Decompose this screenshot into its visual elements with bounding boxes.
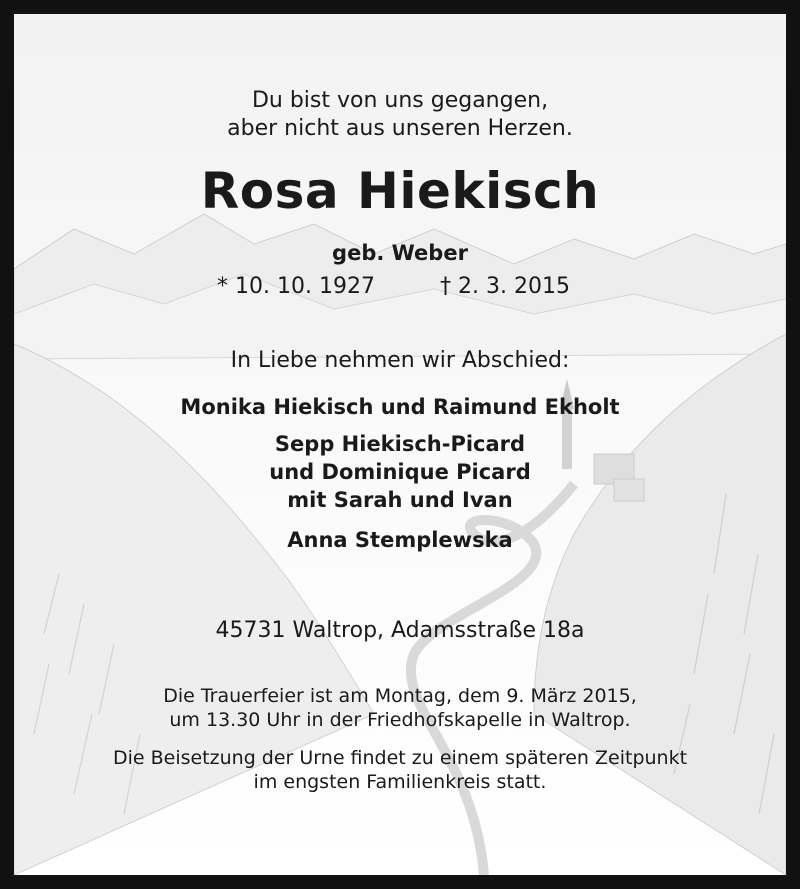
deceased-name: Rosa Hiekisch [200, 162, 600, 220]
farewell-intro: In Liebe nehmen wir Abschied: [230, 348, 570, 373]
family-address: 45731 Waltrop, Adamsstraße 18a [215, 618, 585, 643]
death-date: † 2. 3. 2015 [440, 274, 570, 299]
obituary-text [14, 14, 786, 875]
motto-line-2: aber nicht aus unseren Herzen. [227, 116, 573, 141]
burial-line-2: im engsten Familienkreis statt. [253, 771, 547, 793]
mourner-line: und Dominique Picard [269, 460, 531, 484]
mourner-line: Monika Hiekisch und Raimund Ekholt [180, 395, 620, 419]
ceremony-line-1: Die Trauerfeier ist am Montag, dem 9. März 2015, [163, 685, 637, 707]
maiden-name: geb. Weber [332, 241, 468, 265]
motto-line-1: Du bist von uns gegangen, [251, 88, 549, 113]
mourner-line: Sepp Hiekisch-Picard [274, 432, 526, 456]
birth-date: * 10. 10. 1927 [217, 274, 375, 299]
mourner-line: mit Sarah und Ivan [287, 488, 513, 512]
mourner-line: Anna Stemplewska [287, 528, 513, 552]
burial-line-1: Die Beisetzung der Urne findet zu einem späteren Zeitpunkt [112, 747, 688, 769]
life-dates [14, 274, 786, 304]
ceremony-line-2: um 13.30 Uhr in der Friedhofskapelle in Waltrop. [169, 709, 631, 731]
